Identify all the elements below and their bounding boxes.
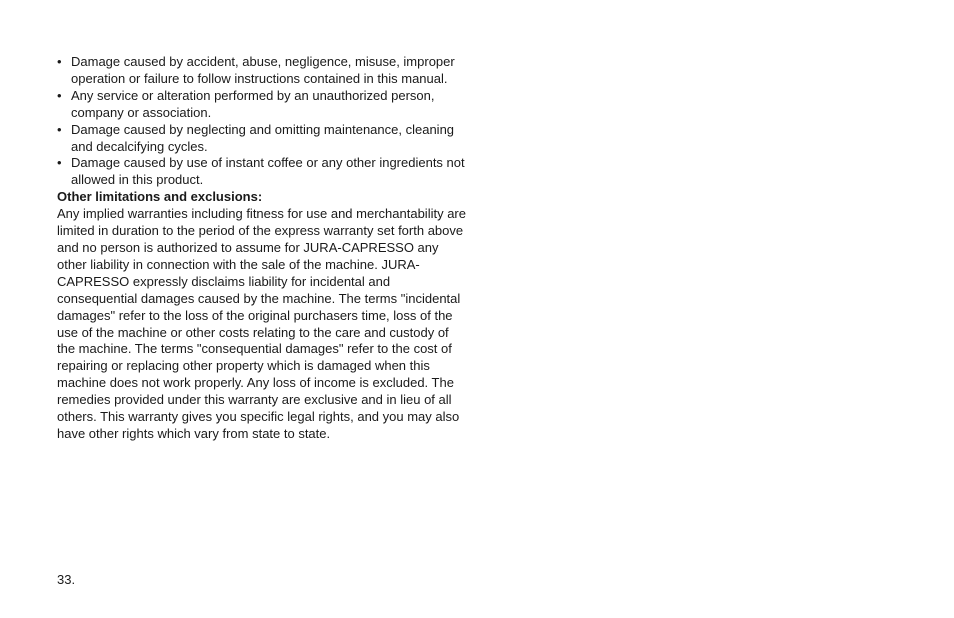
page-number: 33. <box>57 572 76 587</box>
bullet-icon: • <box>57 121 62 137</box>
section-body: Any implied warranties including fitness for use and merchantability are limited in duration to the period of the express warranty set forth above and no person is authorized to assume for JURA-CAPRESSO any other liability in connection with the sale of the machine. JURA-CAPRESSO expressly disclaims liability for incidental and consequential damages caused by the machine. The terms "incidental damages" refer to the loss of the original purchasers time, loss of the use of the machine or other costs relating to the care and custody of the machine. The terms "consequential damages" refer to the cost of repairing or replacing other property which is damaged when this machine does not work properly. Any loss of income is excluded. The remedies provided under this warranty are exclusive and in lieu of all others. This warranty gives you specific legal rights, and you may also have other rights which vary from state to state. <box>57 206 466 441</box>
list-item-text: Damage caused by neglecting and omitting maintenance, cleaning and decalcifying cycles. <box>71 121 455 154</box>
list-item-text: Any service or alteration performed by an unauthorized person, company or association. <box>71 87 435 120</box>
bullet-icon: • <box>57 54 62 69</box>
bullet-icon: • <box>57 87 62 103</box>
exclusions-list <box>57 54 469 189</box>
section-heading: Other limitations and exclusions: <box>57 189 263 205</box>
bullet-icon: • <box>57 155 62 171</box>
list-item-text: Damage caused by use of instant coffee or any other ingredients not allowed in this product. <box>71 155 465 188</box>
list-item <box>57 122 469 156</box>
list-item-text: Damage caused by accident, abuse, negligence, misuse, improper operation or failure to follow instructions contained in this manual. <box>71 54 455 86</box>
text-column <box>57 54 469 443</box>
list-item <box>57 155 469 189</box>
list-item <box>57 88 469 122</box>
list-item <box>57 54 469 88</box>
